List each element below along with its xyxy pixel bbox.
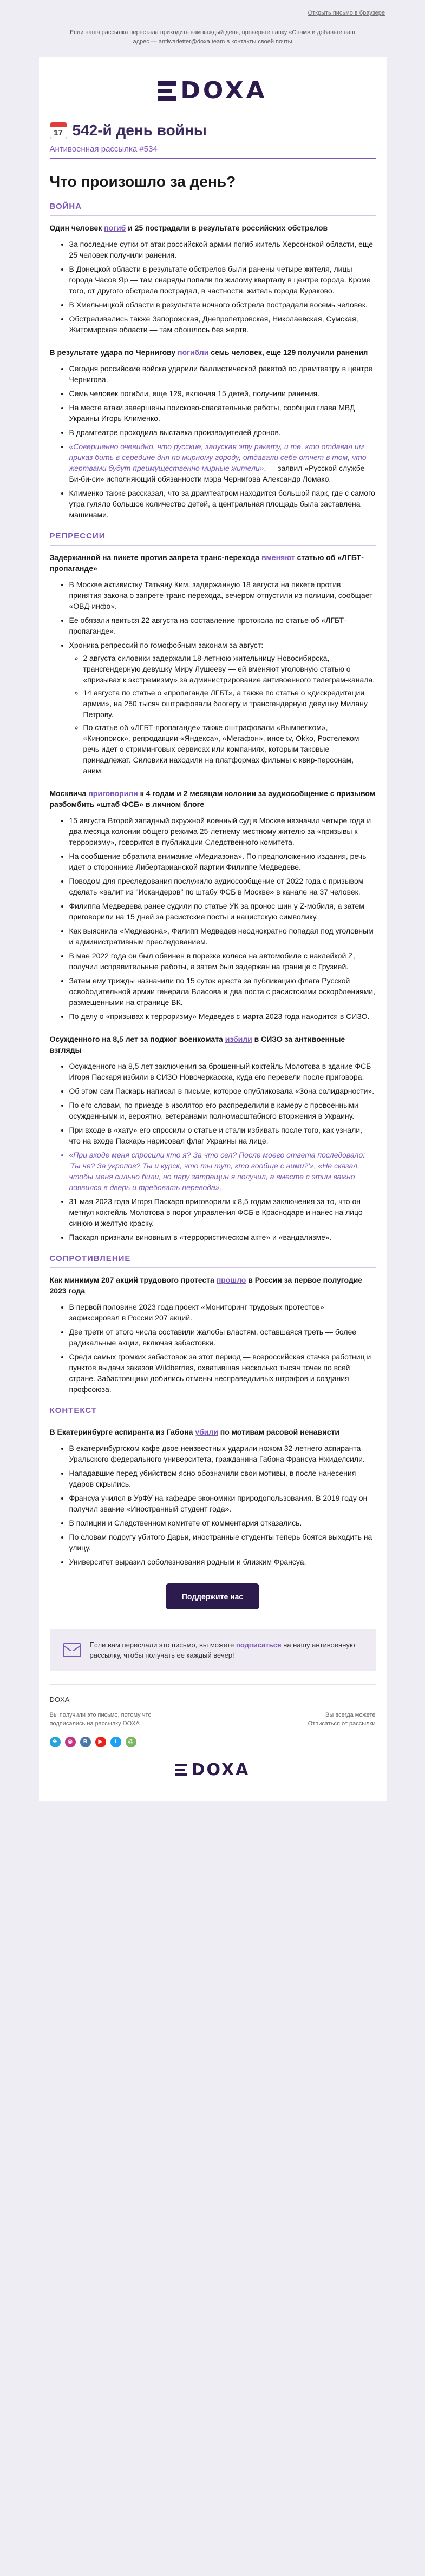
sub-bullets <box>69 653 376 776</box>
day-title: 542-й день войны <box>72 122 207 139</box>
section-label: СОПРОТИВЛЕНИЕ <box>50 1253 376 1268</box>
bullet-item: • Среди самых громких забастовок за этот период — всероссийская стачка работниц и пунктов выдачи заказов Wildberries, охватившая несколько тысяч точек по всей стране. Забастовщики добились отмены несправедливых штрафов и создания профсоюза. <box>69 1351 376 1395</box>
notice-text-after: в контакты своей почты <box>225 38 292 45</box>
bullet-item: • Семь человек погибли, еще 129, включая 15 детей, получили ранения. <box>69 388 376 399</box>
article-title <box>50 347 376 358</box>
section-label: КОНТЕКСТ <box>50 1405 376 1420</box>
bullet-item: • Затем ему трижды назначили по 15 суток ареста за публикацию флага Русской освободительной армии генерала Власова и два поста с расистскими оскорблениями, размещенными на странице ВК. <box>69 975 376 1008</box>
doxa-logo-mark <box>158 81 176 101</box>
article <box>50 222 376 335</box>
subscribe-link[interactable]: подписаться <box>236 1641 282 1649</box>
article <box>50 1034 376 1243</box>
support-button[interactable]: Поддержите нас <box>166 1583 259 1609</box>
article-source-link[interactable]: приговорили <box>88 789 138 798</box>
footer-brand: DOXA <box>49 1696 70 1704</box>
doxa-logo-text: DOXA <box>180 77 267 104</box>
forward-text <box>90 1640 363 1660</box>
article-title-text: В результате удара по Чернигову <box>49 348 178 357</box>
open-in-browser-link[interactable]: Открыть письмо в браузере <box>308 10 385 16</box>
bullet-item: • Франсуа учился в УрФУ на кафедре экономики природопользования. В 2019 году он получил звание «Иностранный студент года». <box>69 1493 376 1514</box>
bullet-item: • Две трети от этого числа составили жалобы властям, оставшаяся треть — более радикальные акции, включая забастовки. <box>69 1326 376 1348</box>
vk-icon[interactable]: B <box>80 1737 91 1747</box>
mail-icon <box>63 1643 81 1657</box>
article-source-link[interactable]: вменяют <box>261 553 295 562</box>
article-bullets <box>50 579 376 776</box>
notice-email-link[interactable]: antiwarletter@doxa.team <box>158 38 225 45</box>
article-source-link[interactable]: погиб <box>104 224 126 232</box>
article-source-link[interactable]: избили <box>225 1035 252 1043</box>
quote-text: «Совершенно очевидно, что русские, запуская эту ракету, и те, кто отдавал им приказ бить в середине дня по мирному городу, отдавали себе отчет в том, что жертвами будут преимущественно мирные жители» <box>69 442 367 472</box>
bullet-item: • По словам подругу убитого Дарьи, иностранные студенты теперь боятся выходить на улицу. <box>69 1532 376 1553</box>
article <box>50 788 376 1022</box>
social-links <box>50 1737 376 1747</box>
bullet-item: • По делу о «призывах к терроризму» Медведев с марта 2023 года находится в СИЗО. <box>69 1011 376 1022</box>
forward-subscribe-box <box>50 1629 376 1671</box>
article-title-text: и 25 пострадали в результате российских обстрелов <box>126 224 328 232</box>
article-title-text: В Екатеринбурге аспиранта из Габона <box>49 1428 195 1436</box>
bullet-item: • Университет выразил соболезнования родным и близким Франсуа. <box>69 1556 376 1567</box>
article <box>50 1274 376 1395</box>
notice-text-before: Если наша рассылка перестала приходить вам каждый день, проверьте папку «Спам» и добавьте наш адрес — <box>70 29 355 45</box>
bullet-item: • На сообщение обратила внимание «Медиазона». По предположению издания, речь идет о стороннике Либертарианской партии Филиппе Медведеве. <box>69 851 376 872</box>
article-bullets <box>50 239 376 335</box>
article-bullets <box>50 1443 376 1567</box>
article-title <box>50 222 376 233</box>
bullet-item: • В полиции и Следственном комитете от комментария отказались. <box>69 1517 376 1528</box>
sub-bullet-item: ◦ 14 августа по статье о «пропаганде ЛГБТ», а также по статье о «дискредитации армии», на 250 тысяч оштрафовали блогеру и трансгендерную девушку Милану Петрову. <box>83 687 376 720</box>
instagram-icon[interactable]: ◎ <box>65 1737 76 1747</box>
article-source-link[interactable]: прошло <box>216 1276 246 1284</box>
bullet-item: • В Хмельницкой области в результате ночного обстрела пострадали восемь человек. <box>69 299 376 310</box>
article-title-text: в СИЗО за антивоенные взгляды <box>49 1035 345 1054</box>
bullet-item: • В екатеринбургском кафе двое неизвестных ударили ножом 32-летнего аспиранта Уральского федерального университета, гражданина Габона Франсуа Нжиделсили. <box>69 1443 376 1464</box>
bullet-item: • В Донецкой области в результате обстрелов были ранены четыре жителя, лицы города Часов Яр — там снаряды попали по жилому кварталу в центре города. Кроме того, от другого обстрела пострадал, в частности, житель города Кураково. <box>69 264 376 296</box>
article-title <box>50 1274 376 1296</box>
bullet-item: • Нападавшие перед убийством ясно обозначили свои мотивы, в после нанесения ударов скрылись. <box>69 1468 376 1489</box>
article-title-text: Осужденного на 8,5 лет за поджог военкомата <box>49 1035 225 1043</box>
newsletter-card <box>39 57 387 1801</box>
article-title-text: семь человек, еще 129 получили ранения <box>208 348 368 357</box>
bullet-item: • В первой половине 2023 года проект «Мониторинг трудовых протестов» зафиксировал в России 207 акций. <box>69 1302 376 1323</box>
footer-logo[interactable] <box>39 1759 387 1779</box>
article-title-text: Как минимум 207 акций трудового протеста <box>49 1276 217 1284</box>
bullet-item: • В драмтеатре проходила выставка производителей дронов. <box>69 427 376 438</box>
bullet-item: • За последние сутки от атак российской армии погиб житель Херсонской области, еще 25 человек получили ранения. <box>69 239 376 260</box>
bullet-item: • Осужденного на 8,5 лет заключения за брошенный коктейль Молотова в здание ФСБ Игоря Паскаря избили в СИЗО Новочеркасска, куда его перевели после приговора. <box>69 1061 376 1082</box>
bullet-item: • Хроника репрессий по гомофобным законам за август: ◦ 2 августа силовики задержали 18-летнюю жительницу Новосибирска, трансгендерную девушку Миру Лушееву — ей вменяют уголовную статью о «призывах к экстремизму» за администрирование антивоенного телеграм-канала. ◦ 14 августа по статье о «пропаганде ЛГБТ», а также по статье о «дискредитации армии», на 250 тысяч оштрафовали блогеру и трансгендерную девушку Милану Петрову. ◦ По статье об «ЛГБТ-пропаганде» также оштрафовали «Вымпелком», «Кинопоиск», репродакции «Яндекса», «Мегафон», иное tv, Okko, Ростелеком — речь идет о стриминговых сервисах или компаниях, которым таковые принадлежат. Силовики находили на платформах фильмы с квир-персонам, аним. <box>69 640 376 776</box>
article-title-text: Задержанной на пикете против запрета транс-перехода <box>49 553 262 562</box>
bullet-item: • В Москве активистку Татьяну Ким, задержанную 18 августа на пикете против принятия закона о запрете транс-перехода, вечером отпустили из полиции, сообщает «ОВД-инфо». <box>69 579 376 612</box>
bullet-item: • «При входе меня спросили кто я? За что сел? После моего ответа последовало: 'Ты че? За укропов? Ты и курск, что ты тут, кто вообще с ними?'», «Не сказал, чтобы меня сильно били, но пару затрещин я получил, а вместе с этим важно появился в дверь и требовать перевода». <box>69 1149 376 1193</box>
bullet-item: • Обстреливались также Запорожская, Днепропетровская, Николаевская, Сумская, Житомирская области — там обошлось без жертв. <box>69 313 376 335</box>
footer-received-text: Вы получили это письмо, потому что подписались на рассылку DOXA <box>49 1712 152 1727</box>
article-source-link[interactable]: убили <box>195 1428 218 1436</box>
article-bullets <box>50 815 376 1022</box>
article-title-text: к 4 годам и 2 месяцам колонии за аудиособщение с призывом разбомбить «штаб ФСБ» в личном блоге <box>49 789 376 809</box>
footer-email-label: Вы всегда можете <box>325 1712 376 1718</box>
topbar <box>0 0 425 19</box>
article <box>50 1427 376 1567</box>
doxa-logo-mark-footer <box>175 1764 187 1776</box>
section-label: РЕПРЕССИИ <box>50 531 376 546</box>
article-title-text: Один человек <box>49 224 104 232</box>
bullet-item: • Поводом для преследования послужило аудиосообщение от 2022 года с призывом сделать «валит из "Искандеров" по штабу ФСБ в Москве» в канале на 37 человек. <box>69 876 376 897</box>
footer-row <box>50 1711 376 1728</box>
article-title <box>50 1034 376 1055</box>
article-title-text: Москвича <box>49 789 89 798</box>
news-content <box>39 201 387 1567</box>
bullet-item: • Паскаря признали виновным в «террористическом акте» и «вандализме». <box>69 1232 376 1243</box>
bullet-item: • При входе в «хату» его спросили о статье и стали избивать после того, как узнали, что на входе Паскарь нарисовал флаг Украины на лице. <box>69 1125 376 1146</box>
article-source-link[interactable]: погибли <box>178 348 209 357</box>
doxa-logo-footer <box>175 1760 250 1779</box>
forward-text-after: на нашу антивоенную рассылку, чтобы получать ее каждый вечер! <box>89 1641 355 1659</box>
bullet-item: • 15 августа Второй западный окружной военный суд в Москве назначил четыре года и два месяца колонии общего режима 25-летнему местному жителю за «призывы к терроризму», говорится в публикации Следственного комитета. <box>69 815 376 847</box>
issue-label: Антивоенная рассылка #534 <box>49 144 158 154</box>
article-bullets <box>50 363 376 520</box>
bullet-item: • Сегодня российские войска ударили баллистической ракетой по драмтеатру в центре Чернигова. <box>69 363 376 385</box>
bullet-item <box>69 441 376 484</box>
day-heading <box>50 122 376 139</box>
quote-attribution: , — заявил «Русской службе Би-би-си» исполняющий обязанности мэра Чернигова Александр Ломако. <box>69 464 365 483</box>
article-title-text: в России за первое полугодие 2023 года <box>49 1276 363 1295</box>
bullet-item: • 31 мая 2023 года Игоря Паскаря приговорили к 8,5 годам заключения за то, что он метнул коктейль Молотова в порог управления ФСБ в Краснодаре и нанес на лицо синюю и желтую краску. <box>69 1196 376 1228</box>
unsubscribe-link[interactable]: Отписаться от рассылки <box>308 1720 376 1727</box>
doxa-logo-text-footer: DOXA <box>191 1760 250 1779</box>
calendar-icon <box>50 122 67 139</box>
article-title <box>50 552 376 574</box>
main-title: Что произошло за день? <box>49 173 236 190</box>
header-divider <box>50 158 376 159</box>
article-title <box>50 788 376 810</box>
sub-bullet-item: ◦ 2 августа силовики задержали 18-летнюю жительницу Новосибирска, трансгендерную девушку Миру Лушееву — ей вменяют уголовную статью о «призывах к экстремизму» за администрирование антивоенного телеграм-канала. <box>83 653 376 685</box>
bullet-item: • Ее обязали явиться 22 августа на составление протокола по статье об «ЛГБТ-пропаганде». <box>69 615 376 636</box>
section-label: ВОЙНА <box>50 201 376 216</box>
bullet-item: • Как выяснила «Медиазона», Филипп Медведев неоднократно попадал под уголовным и административным преследованием. <box>69 925 376 947</box>
support-button-wrap <box>39 1583 387 1609</box>
spam-notice <box>61 28 364 47</box>
bullet-item: • Об этом сам Паскарь написал в письме, которое опубликовала «Зона солидарности». <box>69 1086 376 1096</box>
article <box>50 347 376 520</box>
article-title-text: по мотивам расовой ненависти <box>218 1428 340 1436</box>
telegram-icon[interactable]: ✈ <box>50 1737 61 1747</box>
article-title-text: статью об «ЛГБТ-пропаганде» <box>49 553 364 573</box>
twitter-icon[interactable]: t <box>110 1737 121 1747</box>
calendar-day: 17 <box>54 128 63 137</box>
forward-text-before: Если вам переслали это письмо, вы можете <box>89 1641 237 1649</box>
sub-bullet-item: ◦ По статье об «ЛГБТ-пропаганде» также оштрафовали «Вымпелком», «Кинопоиск», репродакции «Яндекса», «Мегафон», иное tv, Okko, Ростелеком — речь идет о стриминговых сервисах или компаниях, которым таковые принадлежат. Силовики находили на платформах фильмы с квир-персонам, аним. <box>83 722 376 776</box>
bullet-item: • По его словам, по приезде в изолятор его распределили в камеру с провоенными осужденными и, вероятно, ветеранами полномасштабного вторжения в Украину. <box>69 1100 376 1121</box>
header-logo[interactable] <box>39 57 387 114</box>
article <box>50 552 376 776</box>
article-bullets <box>50 1061 376 1243</box>
bullet-item: • Клименко также рассказал, что за драмтеатром находится большой парк, где с самого утра гуляло большое количество детей, а центральная площадь была заставлена машинами. <box>69 488 376 520</box>
youtube-icon[interactable]: ▶ <box>95 1737 106 1747</box>
doxa-logo <box>158 77 267 104</box>
bullet-item: • Филиппа Медведева ранее судили по статье УК за пронос шин у Z-мобиля, а затем приговорили на 15 дней за расистские посты и нацистскую символику. <box>69 901 376 922</box>
bullet-item: • В мае 2022 года он был обвинен в порезке колеса на автомобиле с наклейкой Z, получил исправительные работы, а затем был задержан на границе с Грузией. <box>69 950 376 972</box>
article-title <box>50 1427 376 1437</box>
footer <box>50 1684 376 1747</box>
bullet-item: • На месте атаки завершены поисково-спасательные работы, сообщил глава МВД Украины Игорь Клименко. <box>69 402 376 424</box>
article-bullets <box>50 1302 376 1395</box>
email-icon[interactable]: @ <box>126 1737 136 1747</box>
